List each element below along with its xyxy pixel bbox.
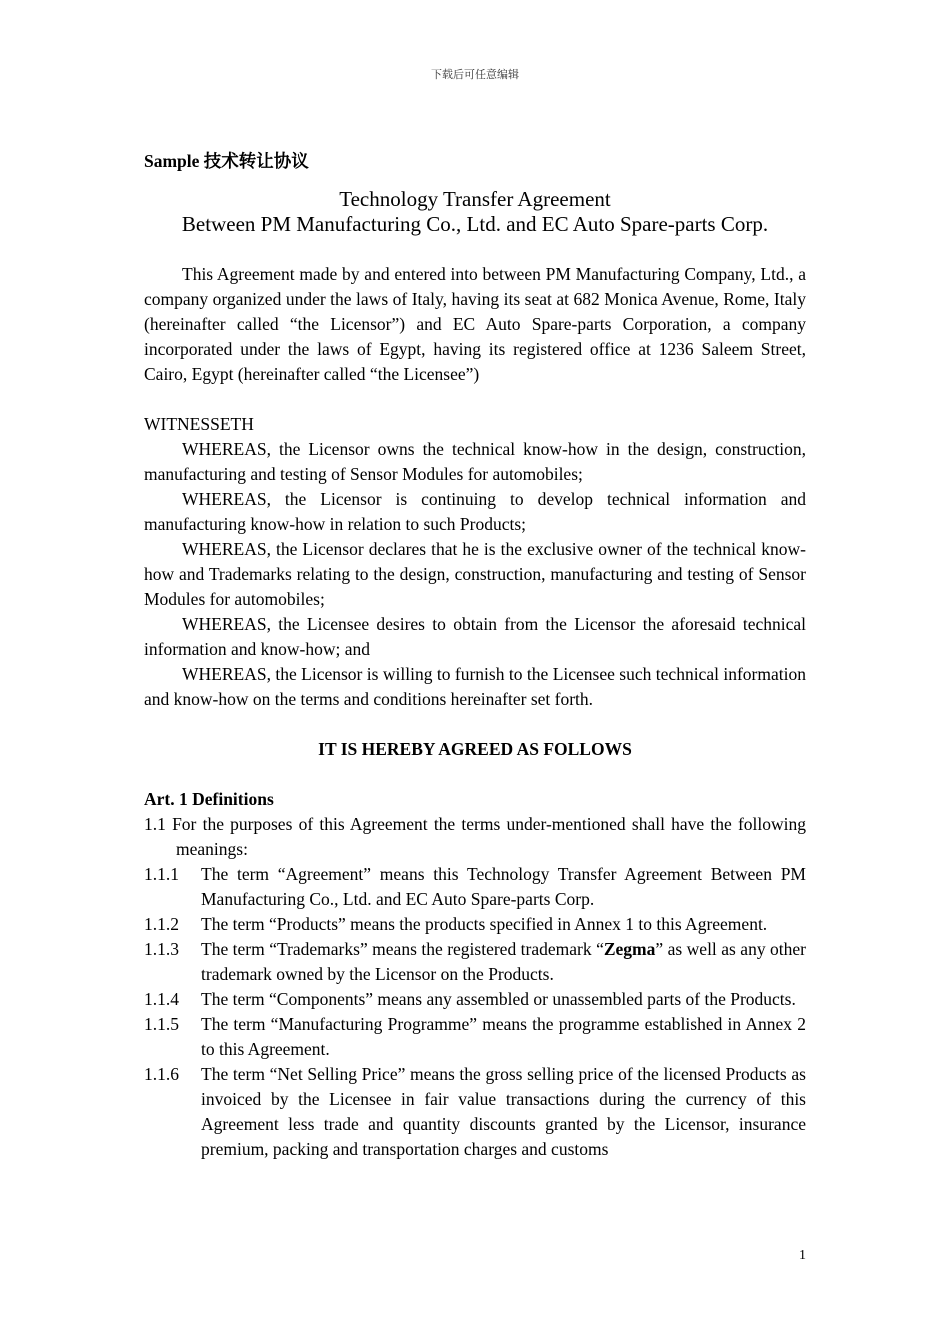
whereas-clause: WHEREAS, the Licensor is continuing to develop technical information and manufacturing know-how in relation to such Products; [144, 489, 806, 534]
whereas-clause: WHEREAS, the Licensor is willing to furnish to the Licensee such technical information and know-how on the terms and conditions hereinafter set forth. [144, 664, 806, 709]
definition-number: 1.1.1 [144, 864, 179, 884]
whereas-clause: WHEREAS, the Licensor owns the technical know-how in the design, construction, manufacturing and testing of Sensor Modules for automobiles; [144, 439, 806, 484]
definition-item [144, 987, 806, 1012]
definition-item [144, 862, 806, 912]
definition-number: 1.1.2 [144, 914, 179, 934]
article-1-heading: Art. 1 Definitions [144, 789, 274, 809]
definition-number: 1.1.4 [144, 989, 179, 1009]
definition-text-part: ” as well as any other trademark owned by the Licensor on the Products. [201, 939, 807, 984]
agreed-heading: IT IS HEREBY AGREED AS FOLLOWS [318, 739, 632, 759]
definition-item [144, 912, 806, 937]
whereas-clause: WHEREAS, the Licensee desires to obtain from the Licensor the aforesaid technical information and know-how; and [144, 614, 806, 659]
definition-text: The term “Agreement” means this Technology Transfer Agreement Between PM Manufacturing Co., Ltd. and EC Auto Spare-parts Corp. [201, 864, 806, 909]
sample-label: Sample 技术转让协议 [144, 151, 309, 171]
definition-text: The term “Components” means any assembled or unassembled parts of the Products. [201, 989, 796, 1009]
page-number: 1 [799, 1248, 806, 1263]
page-header-note: 下载后可任意编辑 [431, 69, 519, 81]
definition-item [144, 1012, 806, 1062]
trademark-name: Zegma [603, 939, 656, 959]
definition-text: The term “Net Selling Price” means the gross selling price of the licensed Products as invoiced by the Licensee in fair value transactions during the currency of this Agreement less trade and quantity discounts granted by the Licensor, insurance premium, packing and transportation charges and customs [201, 1064, 806, 1159]
definition-number: 1.1.3 [144, 939, 179, 959]
definition-item [144, 1062, 806, 1162]
title-line-1: Technology Transfer Agreement [339, 187, 611, 211]
article-1-intro: 1.1 For the purposes of this Agreement the terms under-mentioned shall have the following meanings: [144, 814, 806, 859]
definition-text [201, 937, 806, 987]
title-line-2: Between PM Manufacturing Co., Ltd. and EC Auto Spare-parts Corp. [181, 212, 769, 236]
intro-paragraph: This Agreement made by and entered into between PM Manufacturing Company, Ltd., a company organized under the laws of Italy, having its seat at 682 Monica Avenue, Rome, Italy (hereinafter called “the Licensor”) and EC Auto Spare-parts Corporation, a company incorporated under the laws of Egypt, having its registered office at 1236 Saleem Street, Cairo, Egypt (hereinafter called “the Licensee”) [144, 264, 806, 384]
definition-text: The term “Manufacturing Programme” means the programme established in Annex 2 to this Agreement. [201, 1014, 806, 1059]
witnesseth-heading: WITNESSETH [144, 414, 254, 434]
definition-text: The term “Products” means the products specified in Annex 1 to this Agreement. [201, 914, 768, 934]
document-body [144, 149, 806, 1162]
definition-text-part: The term “Trademarks” means the registered trademark “ [201, 939, 604, 959]
definition-number: 1.1.6 [144, 1064, 179, 1084]
definition-item [144, 937, 806, 987]
definition-number: 1.1.5 [144, 1014, 179, 1034]
whereas-clause: WHEREAS, the Licensor declares that he is the exclusive owner of the technical know-how and Trademarks relating to the design, construction, manufacturing and testing of Sensor Modules for automobiles; [144, 539, 806, 609]
